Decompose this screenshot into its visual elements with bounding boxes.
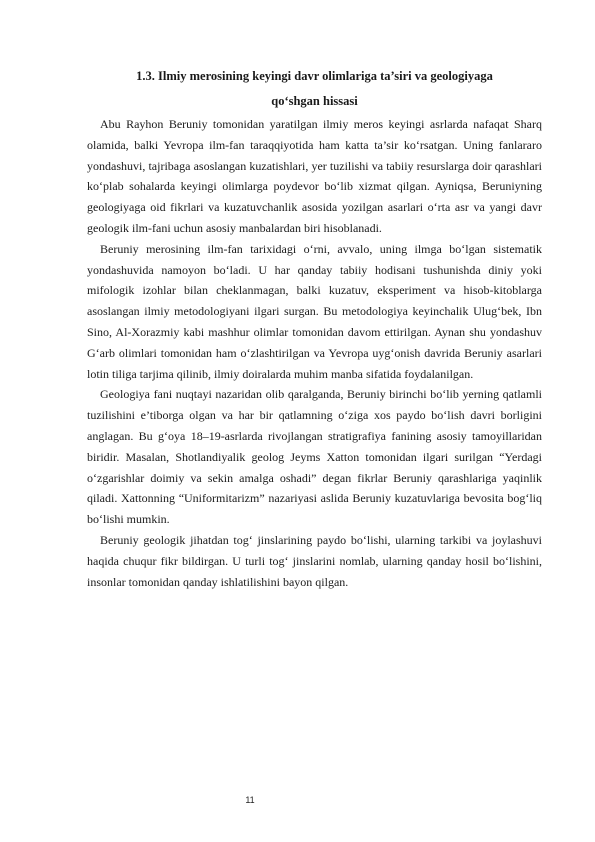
- paragraph-4: Beruniy geologik jihatdan tog‘ jinslarining paydo bo‘lishi, ularning tarkibi va joylashuvi haqida chuqur fikr bildirgan. U turli tog‘ jinslarini nomlab, ularning qanday hosil bo‘lishini, insonlar tomonidan qanday ishlatilishini bayon qilgan.: [87, 532, 542, 589]
- section-title-line-2: qo‘shgan hissasi: [271, 94, 358, 108]
- document-page: [87, 64, 542, 592]
- section-title-line-1: 1.3. Ilmiy merosining keyingi davr olimlariga ta’siri va geologiyaga: [136, 69, 493, 83]
- paragraph-3: Geologiya fani nuqtayi nazaridan olib qaralganda, Beruniy birinchi bo‘lib yerning qatlamli tuzilishini e’tiborga olgan va har bir qatlamning o‘ziga xos paydo bo‘lish davri borligini anglagan. Bu g‘oya 18–19-asrlarda rivojlangan stratigrafiya fanining asosiy tamoyillaridan biridir. Masalan, Shotlandiyalik geolog Jeyms Xatton tomonidan ilgari surilgan “Yerdagi o‘zgarishlar doimiy va sekin amalga oshadi” degan fikrlar Beruniy qarashlariga yaqinlik qiladi. Xattonning “Uniformitarizm” nazariyasi aslida Beruniy kuzatuvlariga bevosita bog‘liq bo‘lishi mumkin.: [87, 387, 542, 527]
- paragraph-2: Beruniy merosining ilm-fan tarixidagi o‘rni, avvalo, uning ilmga bo‘lgan sistematik yondashuvida namoyon bo‘ladi. U har qanday tabiiy hodisani tushunishda diniy yoki mifologik izohlar bilan cheklanmagan, balki kuzatuv, eksperiment va hisob-kitoblarga asoslangan ilmiy metodologiyani ilgari surgan. Bu metodologiya keyinchalik Ulug‘bek, Ibn Sino, Al-Xorazmiy kabi mashhur olimlar tomonidan davom ettirilgan. Aynan shu yondashuv G‘arb olimlari tomonidan ham o‘zlashtirilgan va Yevropa uyg‘onish davrida Beruniy asarlari lotin tiliga tarjima qilinib, ilmiy doiralarda muhim manba sifatida foydalanilgan.: [87, 241, 542, 381]
- paragraph-1: Abu Rayhon Beruniy tomonidan yaratilgan ilmiy meros keyingi asrlarda nafaqat Sharq olamida, balki Yevropa ilm-fan taraqqiyotida ham katta ta’sir ko‘rsatgan. Uning fanlararo yondashuvi, tajribaga asoslangan kuzatishlari, yer tuzilishi va tabiiy resurslarga doir qarashlari ko‘plab sohalarda keyingi olimlarga poydevor bo‘lib xizmat qilgan. Ayniqsa, Beruniyning geologiyaga oid fikrlari va kuzatuvchanlik asosida yozilgan asarlari o‘rta asr va yangi davr geologik ilm-fani uchun asosiy manbalardan biri hisoblanadi.: [87, 117, 542, 235]
- page-number: 11: [245, 795, 255, 805]
